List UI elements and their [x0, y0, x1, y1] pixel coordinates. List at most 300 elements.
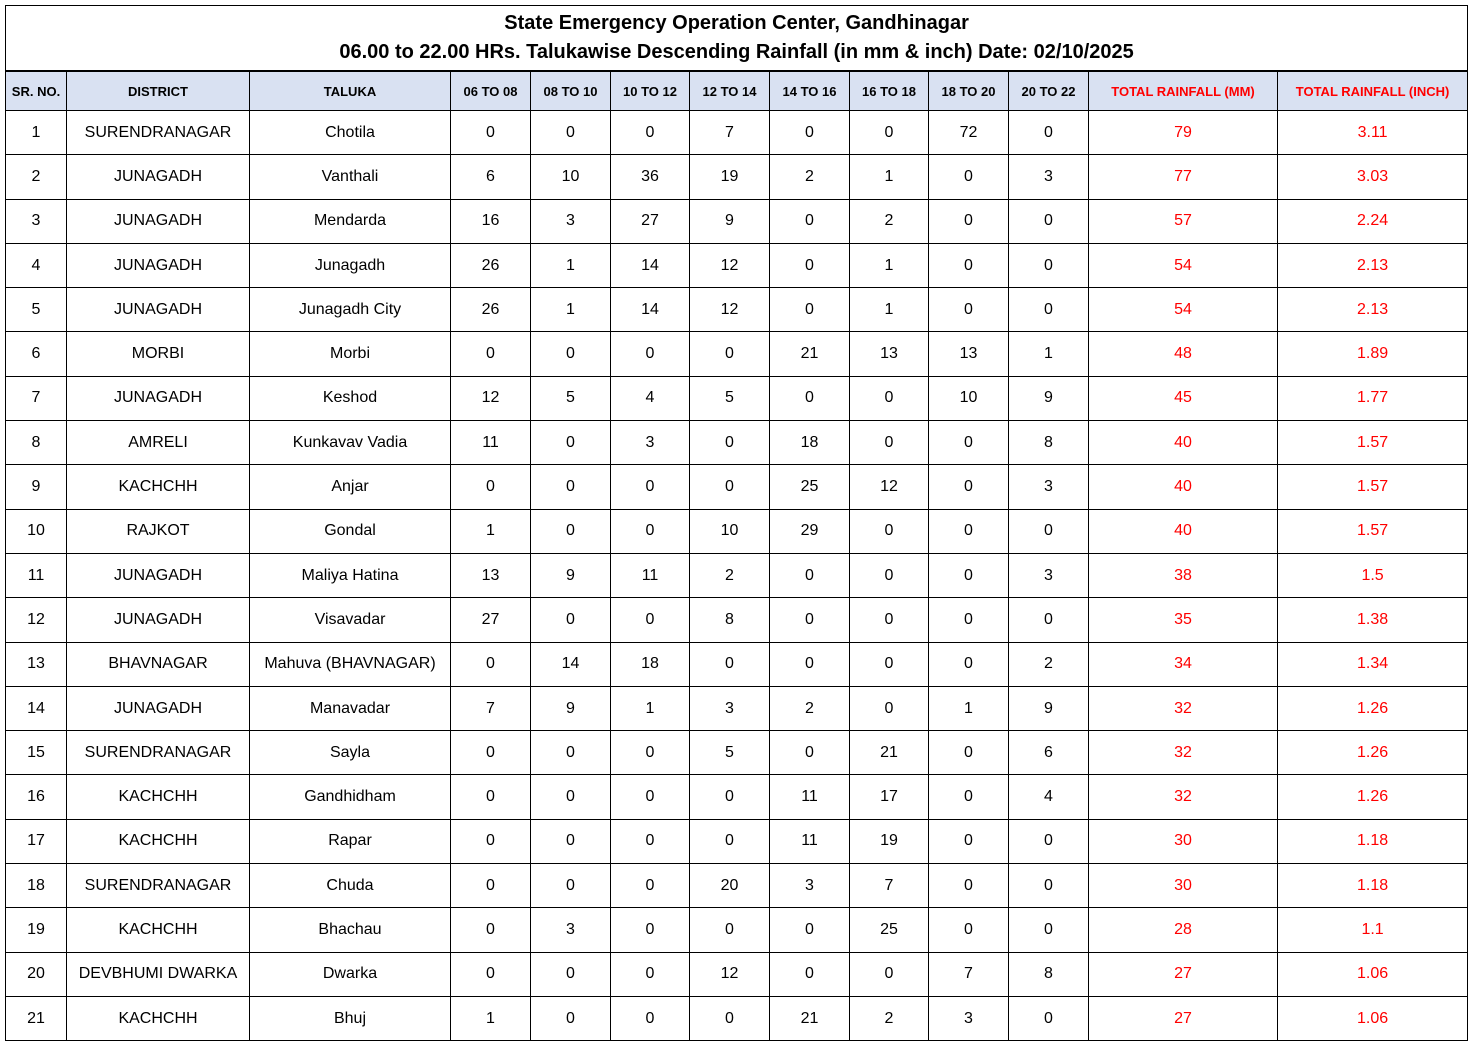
rain-14-16-cell: 0 — [770, 908, 850, 952]
rain-18-20-cell: 0 — [929, 199, 1009, 243]
total-inch-cell: 1.38 — [1278, 598, 1468, 642]
rain-10-12-cell: 18 — [611, 642, 690, 686]
rain-20-22-cell: 6 — [1009, 731, 1089, 775]
col-header-14-16: 14 TO 16 — [770, 71, 850, 111]
sr-no-cell: 14 — [6, 686, 67, 730]
col-header-total-inch: TOTAL RAINFALL (INCH) — [1278, 71, 1468, 111]
district-cell: KACHCHH — [67, 465, 250, 509]
rain-14-16-cell: 11 — [770, 775, 850, 819]
total-mm-cell: 32 — [1089, 731, 1278, 775]
table-row — [6, 996, 1468, 1040]
column-header-row — [6, 71, 1468, 111]
rain-06-08-cell: 0 — [451, 642, 531, 686]
rain-08-10-cell: 0 — [531, 775, 611, 819]
rainfall-report-sheet — [5, 5, 1467, 1041]
rain-10-12-cell: 0 — [611, 775, 690, 819]
taluka-cell: Bhuj — [250, 996, 451, 1040]
rain-06-08-cell: 12 — [451, 376, 531, 420]
rain-08-10-cell: 0 — [531, 598, 611, 642]
total-inch-cell: 1.5 — [1278, 553, 1468, 597]
rain-06-08-cell: 16 — [451, 199, 531, 243]
rain-16-18-cell: 1 — [850, 243, 929, 287]
rain-12-14-cell: 12 — [690, 243, 770, 287]
total-mm-cell: 30 — [1089, 864, 1278, 908]
sr-no-cell: 1 — [6, 111, 67, 155]
rain-06-08-cell: 27 — [451, 598, 531, 642]
taluka-cell: Mahuva (BHAVNAGAR) — [250, 642, 451, 686]
total-inch-cell: 1.34 — [1278, 642, 1468, 686]
total-inch-cell: 1.26 — [1278, 686, 1468, 730]
rain-12-14-cell: 8 — [690, 598, 770, 642]
rain-08-10-cell: 10 — [531, 155, 611, 199]
rain-08-10-cell: 0 — [531, 819, 611, 863]
table-body — [6, 111, 1468, 1041]
rain-14-16-cell: 0 — [770, 243, 850, 287]
rain-10-12-cell: 27 — [611, 199, 690, 243]
table-row — [6, 465, 1468, 509]
sr-no-cell: 11 — [6, 553, 67, 597]
taluka-cell: Dwarka — [250, 952, 451, 996]
table-row — [6, 421, 1468, 465]
table-row — [6, 775, 1468, 819]
table-row — [6, 553, 1468, 597]
rain-06-08-cell: 0 — [451, 332, 531, 376]
total-mm-cell: 32 — [1089, 686, 1278, 730]
rain-14-16-cell: 21 — [770, 996, 850, 1040]
rain-10-12-cell: 1 — [611, 686, 690, 730]
rain-06-08-cell: 7 — [451, 686, 531, 730]
rain-06-08-cell: 0 — [451, 111, 531, 155]
rain-10-12-cell: 0 — [611, 908, 690, 952]
rain-10-12-cell: 0 — [611, 731, 690, 775]
rain-08-10-cell: 0 — [531, 421, 611, 465]
rain-16-18-cell: 25 — [850, 908, 929, 952]
rain-08-10-cell: 0 — [531, 952, 611, 996]
district-cell: KACHCHH — [67, 819, 250, 863]
rain-14-16-cell: 11 — [770, 819, 850, 863]
table-row — [6, 376, 1468, 420]
rain-18-20-cell: 1 — [929, 686, 1009, 730]
total-inch-cell: 3.03 — [1278, 155, 1468, 199]
district-cell: JUNAGADH — [67, 598, 250, 642]
district-cell: KACHCHH — [67, 996, 250, 1040]
district-cell: DEVBHUMI DWARKA — [67, 952, 250, 996]
rain-06-08-cell: 1 — [451, 509, 531, 553]
rain-20-22-cell: 9 — [1009, 376, 1089, 420]
table-row — [6, 332, 1468, 376]
rain-16-18-cell: 2 — [850, 996, 929, 1040]
total-inch-cell: 1.26 — [1278, 775, 1468, 819]
rain-10-12-cell: 3 — [611, 421, 690, 465]
sr-no-cell: 7 — [6, 376, 67, 420]
district-cell: JUNAGADH — [67, 376, 250, 420]
rain-10-12-cell: 11 — [611, 553, 690, 597]
rain-06-08-cell: 11 — [451, 421, 531, 465]
total-mm-cell: 27 — [1089, 952, 1278, 996]
rain-08-10-cell: 3 — [531, 908, 611, 952]
taluka-cell: Maliya Hatina — [250, 553, 451, 597]
total-mm-cell: 48 — [1089, 332, 1278, 376]
district-cell: KACHCHH — [67, 775, 250, 819]
rain-06-08-cell: 0 — [451, 775, 531, 819]
report-title — [6, 6, 1468, 72]
rain-10-12-cell: 0 — [611, 598, 690, 642]
rain-20-22-cell: 0 — [1009, 288, 1089, 332]
total-inch-cell: 1.89 — [1278, 332, 1468, 376]
rain-08-10-cell: 1 — [531, 243, 611, 287]
rain-14-16-cell: 0 — [770, 598, 850, 642]
col-header-taluka: TALUKA — [250, 71, 451, 111]
rain-18-20-cell: 0 — [929, 819, 1009, 863]
rain-12-14-cell: 0 — [690, 465, 770, 509]
district-cell: JUNAGADH — [67, 243, 250, 287]
rain-06-08-cell: 0 — [451, 465, 531, 509]
rain-20-22-cell: 0 — [1009, 819, 1089, 863]
rain-10-12-cell: 0 — [611, 509, 690, 553]
rain-14-16-cell: 0 — [770, 111, 850, 155]
rain-12-14-cell: 12 — [690, 952, 770, 996]
rain-18-20-cell: 7 — [929, 952, 1009, 996]
rain-18-20-cell: 0 — [929, 731, 1009, 775]
taluka-cell: Visavadar — [250, 598, 451, 642]
rain-20-22-cell: 2 — [1009, 642, 1089, 686]
rain-16-18-cell: 17 — [850, 775, 929, 819]
rain-20-22-cell: 0 — [1009, 243, 1089, 287]
rain-16-18-cell: 7 — [850, 864, 929, 908]
total-mm-cell: 35 — [1089, 598, 1278, 642]
district-cell: JUNAGADH — [67, 288, 250, 332]
rain-08-10-cell: 9 — [531, 553, 611, 597]
rain-08-10-cell: 14 — [531, 642, 611, 686]
total-mm-cell: 40 — [1089, 421, 1278, 465]
taluka-cell: Manavadar — [250, 686, 451, 730]
total-mm-cell: 54 — [1089, 243, 1278, 287]
total-inch-cell: 1.18 — [1278, 819, 1468, 863]
rain-20-22-cell: 0 — [1009, 199, 1089, 243]
rain-16-18-cell: 21 — [850, 731, 929, 775]
total-inch-cell: 1.06 — [1278, 996, 1468, 1040]
col-header-06-08: 06 TO 08 — [451, 71, 531, 111]
rain-20-22-cell: 3 — [1009, 553, 1089, 597]
rain-12-14-cell: 7 — [690, 111, 770, 155]
col-header-10-12: 10 TO 12 — [611, 71, 690, 111]
rain-16-18-cell: 0 — [850, 952, 929, 996]
rain-18-20-cell: 0 — [929, 553, 1009, 597]
total-inch-cell: 1.57 — [1278, 509, 1468, 553]
rain-08-10-cell: 0 — [531, 332, 611, 376]
col-header-16-18: 16 TO 18 — [850, 71, 929, 111]
rain-16-18-cell: 19 — [850, 819, 929, 863]
rain-08-10-cell: 9 — [531, 686, 611, 730]
rain-20-22-cell: 0 — [1009, 598, 1089, 642]
rain-18-20-cell: 72 — [929, 111, 1009, 155]
total-inch-cell: 1.57 — [1278, 421, 1468, 465]
sr-no-cell: 3 — [6, 199, 67, 243]
rain-06-08-cell: 0 — [451, 819, 531, 863]
rain-10-12-cell: 14 — [611, 288, 690, 332]
rain-12-14-cell: 0 — [690, 332, 770, 376]
total-mm-cell: 38 — [1089, 553, 1278, 597]
table-row — [6, 864, 1468, 908]
sr-no-cell: 4 — [6, 243, 67, 287]
total-inch-cell: 1.1 — [1278, 908, 1468, 952]
rain-06-08-cell: 0 — [451, 952, 531, 996]
table-row — [6, 288, 1468, 332]
rain-18-20-cell: 0 — [929, 775, 1009, 819]
rain-12-14-cell: 0 — [690, 642, 770, 686]
report-title-line-1: State Emergency Operation Center, Gandhinagar — [504, 12, 969, 34]
rain-10-12-cell: 14 — [611, 243, 690, 287]
rain-08-10-cell: 0 — [531, 465, 611, 509]
col-header-20-22: 20 TO 22 — [1009, 71, 1089, 111]
rain-18-20-cell: 0 — [929, 421, 1009, 465]
rain-08-10-cell: 0 — [531, 731, 611, 775]
taluka-cell: Anjar — [250, 465, 451, 509]
rain-14-16-cell: 29 — [770, 509, 850, 553]
rain-16-18-cell: 0 — [850, 686, 929, 730]
total-mm-cell: 77 — [1089, 155, 1278, 199]
rain-14-16-cell: 18 — [770, 421, 850, 465]
rain-06-08-cell: 1 — [451, 996, 531, 1040]
table-row — [6, 155, 1468, 199]
district-cell: RAJKOT — [67, 509, 250, 553]
sr-no-cell: 13 — [6, 642, 67, 686]
rain-08-10-cell: 3 — [531, 199, 611, 243]
rain-20-22-cell: 8 — [1009, 952, 1089, 996]
sr-no-cell: 15 — [6, 731, 67, 775]
rain-16-18-cell: 0 — [850, 553, 929, 597]
rain-16-18-cell: 1 — [850, 288, 929, 332]
total-inch-cell: 1.18 — [1278, 864, 1468, 908]
table-row — [6, 731, 1468, 775]
rain-06-08-cell: 26 — [451, 243, 531, 287]
total-mm-cell: 28 — [1089, 908, 1278, 952]
total-inch-cell: 1.57 — [1278, 465, 1468, 509]
table-row — [6, 199, 1468, 243]
rain-12-14-cell: 0 — [690, 775, 770, 819]
rain-18-20-cell: 0 — [929, 509, 1009, 553]
rain-16-18-cell: 0 — [850, 111, 929, 155]
sr-no-cell: 20 — [6, 952, 67, 996]
taluka-cell: Kunkavav Vadia — [250, 421, 451, 465]
taluka-cell: Bhachau — [250, 908, 451, 952]
rain-12-14-cell: 0 — [690, 996, 770, 1040]
total-mm-cell: 32 — [1089, 775, 1278, 819]
sr-no-cell: 8 — [6, 421, 67, 465]
total-inch-cell: 3.11 — [1278, 111, 1468, 155]
rain-20-22-cell: 9 — [1009, 686, 1089, 730]
rain-12-14-cell: 5 — [690, 376, 770, 420]
rain-20-22-cell: 8 — [1009, 421, 1089, 465]
rain-18-20-cell: 0 — [929, 908, 1009, 952]
rain-08-10-cell: 5 — [531, 376, 611, 420]
rain-14-16-cell: 0 — [770, 376, 850, 420]
rain-10-12-cell: 0 — [611, 864, 690, 908]
rain-16-18-cell: 0 — [850, 642, 929, 686]
district-cell: SURENDRANAGAR — [67, 731, 250, 775]
taluka-cell: Junagadh City — [250, 288, 451, 332]
rain-10-12-cell: 0 — [611, 996, 690, 1040]
district-cell: JUNAGADH — [67, 686, 250, 730]
district-cell: JUNAGADH — [67, 155, 250, 199]
rain-12-14-cell: 0 — [690, 908, 770, 952]
sr-no-cell: 18 — [6, 864, 67, 908]
rain-20-22-cell: 0 — [1009, 864, 1089, 908]
table-row — [6, 111, 1468, 155]
rainfall-table — [5, 5, 1468, 1041]
total-mm-cell: 79 — [1089, 111, 1278, 155]
sr-no-cell: 2 — [6, 155, 67, 199]
rain-18-20-cell: 0 — [929, 598, 1009, 642]
rain-14-16-cell: 0 — [770, 952, 850, 996]
rain-12-14-cell: 2 — [690, 553, 770, 597]
total-inch-cell: 2.13 — [1278, 288, 1468, 332]
sr-no-cell: 16 — [6, 775, 67, 819]
rain-14-16-cell: 0 — [770, 642, 850, 686]
rain-06-08-cell: 0 — [451, 864, 531, 908]
rain-06-08-cell: 13 — [451, 553, 531, 597]
rain-20-22-cell: 1 — [1009, 332, 1089, 376]
taluka-cell: Junagadh — [250, 243, 451, 287]
total-mm-cell: 57 — [1089, 199, 1278, 243]
rain-12-14-cell: 3 — [690, 686, 770, 730]
rain-08-10-cell: 0 — [531, 864, 611, 908]
rain-10-12-cell: 0 — [611, 952, 690, 996]
rain-18-20-cell: 0 — [929, 155, 1009, 199]
sr-no-cell: 21 — [6, 996, 67, 1040]
rain-08-10-cell: 1 — [531, 288, 611, 332]
table-row — [6, 819, 1468, 863]
rain-20-22-cell: 0 — [1009, 996, 1089, 1040]
rain-12-14-cell: 9 — [690, 199, 770, 243]
rain-10-12-cell: 0 — [611, 819, 690, 863]
total-mm-cell: 40 — [1089, 509, 1278, 553]
col-header-18-20: 18 TO 20 — [929, 71, 1009, 111]
rain-12-14-cell: 0 — [690, 819, 770, 863]
rain-16-18-cell: 1 — [850, 155, 929, 199]
rain-06-08-cell: 0 — [451, 731, 531, 775]
table-row — [6, 908, 1468, 952]
rain-18-20-cell: 0 — [929, 642, 1009, 686]
report-title-line-2: 06.00 to 22.00 HRs. Talukawise Descending Rainfall (in mm & inch) Date: 02/10/2025 — [339, 41, 1134, 63]
taluka-cell: Keshod — [250, 376, 451, 420]
taluka-cell: Chuda — [250, 864, 451, 908]
rain-20-22-cell: 3 — [1009, 155, 1089, 199]
taluka-cell: Vanthali — [250, 155, 451, 199]
table-row — [6, 952, 1468, 996]
sr-no-cell: 9 — [6, 465, 67, 509]
rain-10-12-cell: 0 — [611, 332, 690, 376]
rain-10-12-cell: 0 — [611, 111, 690, 155]
total-mm-cell: 45 — [1089, 376, 1278, 420]
rain-06-08-cell: 6 — [451, 155, 531, 199]
rain-10-12-cell: 4 — [611, 376, 690, 420]
col-header-sr-no: SR. NO. — [6, 71, 67, 111]
district-cell: AMRELI — [67, 421, 250, 465]
rain-12-14-cell: 5 — [690, 731, 770, 775]
table-row — [6, 686, 1468, 730]
rain-18-20-cell: 10 — [929, 376, 1009, 420]
table-row — [6, 598, 1468, 642]
total-inch-cell: 1.26 — [1278, 731, 1468, 775]
sr-no-cell: 12 — [6, 598, 67, 642]
sr-no-cell: 17 — [6, 819, 67, 863]
rain-12-14-cell: 20 — [690, 864, 770, 908]
rain-08-10-cell: 0 — [531, 111, 611, 155]
rain-16-18-cell: 13 — [850, 332, 929, 376]
rain-14-16-cell: 0 — [770, 731, 850, 775]
col-header-total-mm: TOTAL RAINFALL (MM) — [1089, 71, 1278, 111]
rain-10-12-cell: 36 — [611, 155, 690, 199]
district-cell: SURENDRANAGAR — [67, 864, 250, 908]
rain-20-22-cell: 0 — [1009, 111, 1089, 155]
rain-20-22-cell: 0 — [1009, 509, 1089, 553]
rain-14-16-cell: 2 — [770, 155, 850, 199]
rain-08-10-cell: 0 — [531, 996, 611, 1040]
total-inch-cell: 1.06 — [1278, 952, 1468, 996]
rain-16-18-cell: 0 — [850, 598, 929, 642]
rain-14-16-cell: 2 — [770, 686, 850, 730]
table-row — [6, 509, 1468, 553]
rain-18-20-cell: 0 — [929, 864, 1009, 908]
sr-no-cell: 10 — [6, 509, 67, 553]
rain-12-14-cell: 0 — [690, 421, 770, 465]
district-cell: MORBI — [67, 332, 250, 376]
rain-14-16-cell: 0 — [770, 553, 850, 597]
district-cell: JUNAGADH — [67, 199, 250, 243]
total-mm-cell: 27 — [1089, 996, 1278, 1040]
total-inch-cell: 2.24 — [1278, 199, 1468, 243]
rain-16-18-cell: 12 — [850, 465, 929, 509]
table-row — [6, 642, 1468, 686]
district-cell: KACHCHH — [67, 908, 250, 952]
sr-no-cell: 6 — [6, 332, 67, 376]
taluka-cell: Mendarda — [250, 199, 451, 243]
col-header-district: DISTRICT — [67, 71, 250, 111]
rain-12-14-cell: 12 — [690, 288, 770, 332]
rain-16-18-cell: 0 — [850, 376, 929, 420]
rain-18-20-cell: 3 — [929, 996, 1009, 1040]
rain-16-18-cell: 2 — [850, 199, 929, 243]
total-mm-cell: 40 — [1089, 465, 1278, 509]
rain-20-22-cell: 0 — [1009, 908, 1089, 952]
rain-18-20-cell: 0 — [929, 465, 1009, 509]
sr-no-cell: 19 — [6, 908, 67, 952]
rain-18-20-cell: 13 — [929, 332, 1009, 376]
rain-12-14-cell: 19 — [690, 155, 770, 199]
table-row — [6, 243, 1468, 287]
rain-14-16-cell: 0 — [770, 199, 850, 243]
total-mm-cell: 30 — [1089, 819, 1278, 863]
district-cell: BHAVNAGAR — [67, 642, 250, 686]
taluka-cell: Morbi — [250, 332, 451, 376]
total-inch-cell: 1.77 — [1278, 376, 1468, 420]
total-inch-cell: 2.13 — [1278, 243, 1468, 287]
taluka-cell: Sayla — [250, 731, 451, 775]
taluka-cell: Rapar — [250, 819, 451, 863]
rain-20-22-cell: 3 — [1009, 465, 1089, 509]
rain-18-20-cell: 0 — [929, 243, 1009, 287]
col-header-12-14: 12 TO 14 — [690, 71, 770, 111]
total-mm-cell: 54 — [1089, 288, 1278, 332]
taluka-cell: Gondal — [250, 509, 451, 553]
taluka-cell: Gandhidham — [250, 775, 451, 819]
district-cell: JUNAGADH — [67, 553, 250, 597]
rain-20-22-cell: 4 — [1009, 775, 1089, 819]
rain-14-16-cell: 21 — [770, 332, 850, 376]
rain-06-08-cell: 26 — [451, 288, 531, 332]
rain-10-12-cell: 0 — [611, 465, 690, 509]
